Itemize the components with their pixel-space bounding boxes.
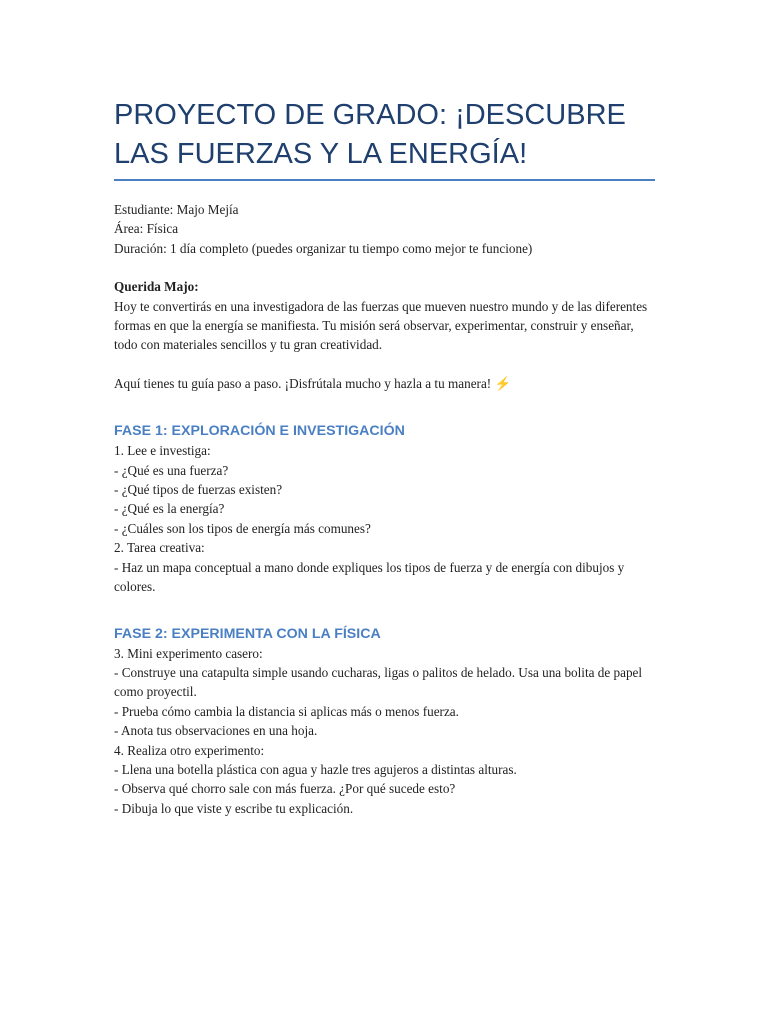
list-item: - Anota tus observaciones en una hoja. <box>114 723 318 739</box>
subject-area: Área: Física <box>114 221 179 237</box>
task-mini-experiment <box>114 644 659 741</box>
list-item: - ¿Qué es la energía? <box>114 501 225 517</box>
list-item: - ¿Qué es una fuerza? <box>114 462 229 478</box>
student-meta <box>114 200 659 258</box>
task-other-experiment <box>114 741 659 819</box>
section-heading-fase2: FASE 2: EXPERIMENTA CON LA FÍSICA <box>114 625 381 642</box>
task-read-investigate <box>114 441 659 538</box>
task-title: 4. Realiza otro experimento: <box>114 742 265 758</box>
task-title: 1. Lee e investiga: <box>114 443 211 459</box>
document-content <box>114 96 659 818</box>
intro-paragraph: Hoy te convertirás en una investigadora de las fuerzas que mueven nuestro mundo y de las diferentes formas en que la energía se manifiesta. Tu misión será observar, experimentar, construir y enseñar, todo con materiales sencillos y tu gran creatividad. <box>114 298 648 353</box>
title-underline <box>114 179 655 181</box>
task-title: 2. Tarea creativa: <box>114 540 205 556</box>
project-duration: Duración: 1 día completo (puedes organizar tu tiempo como mejor te funcione) <box>114 240 533 256</box>
task-creative <box>114 538 659 596</box>
document-title: PROYECTO DE GRADO: ¡DESCUBRE LAS FUERZAS Y LA ENERGÍA! <box>114 99 626 170</box>
section-heading-fase1: FASE 1: EXPLORACIÓN E INVESTIGACIÓN <box>114 423 405 440</box>
list-item: - ¿Cuáles son los tipos de energía más comunes? <box>114 520 371 536</box>
student-name: Estudiante: Majo Mejía <box>114 202 239 217</box>
list-item: - Haz un mapa conceptual a mano donde expliques los tipos de fuerza y de energía con dibujos y colores. <box>114 559 625 595</box>
task-title: 3. Mini experimento casero: <box>114 645 263 661</box>
guide-line: Aquí tienes tu guía paso a paso. ¡Disfrútala mucho y hazla a tu manera! ⚡ <box>114 375 511 391</box>
list-item: - ¿Qué tipos de fuerzas existen? <box>114 482 283 498</box>
list-item: - Llena una botella plástica con agua y hazle tres agujeros a distintas alturas. <box>114 761 517 777</box>
list-item: - Prueba cómo cambia la distancia si aplicas más o menos fuerza. <box>114 703 459 719</box>
list-item: - Dibuja lo que viste y escribe tu explicación. <box>114 800 354 816</box>
list-item: - Observa qué chorro sale con más fuerza. ¿Por qué sucede esto? <box>114 781 456 797</box>
greeting: Querida Majo: <box>114 279 199 295</box>
list-item: - Construye una catapulta simple usando cucharas, ligas o palitos de helado. Usa una bolita de papel como proyectil. <box>114 664 643 700</box>
